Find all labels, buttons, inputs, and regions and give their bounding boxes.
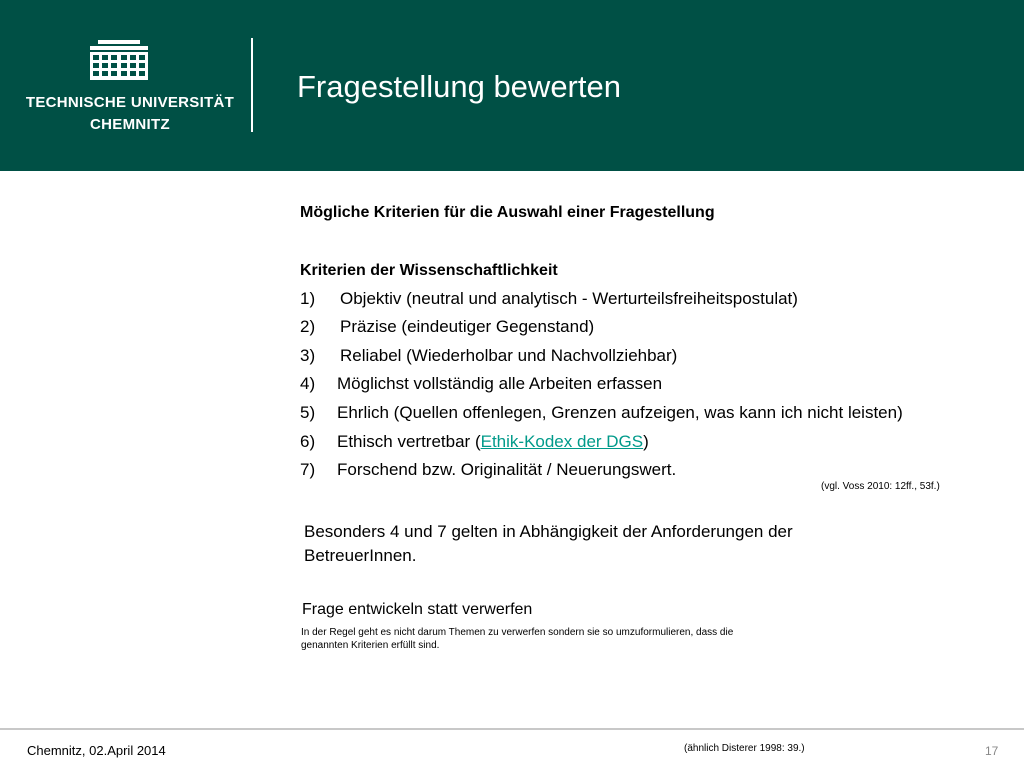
list-text bbox=[337, 431, 649, 453]
header-divider bbox=[251, 38, 253, 132]
university-logo[interactable] bbox=[22, 40, 235, 140]
list-text: Präzise (eindeutiger Gegenstand) bbox=[340, 317, 595, 336]
list-text: Reliabel (Wiederholbar und Nachvollziehbar) bbox=[340, 346, 678, 365]
list-text: Objektiv (neutral und analytisch - Werturteilsfreiheitspostulat) bbox=[340, 289, 798, 308]
list-item bbox=[300, 345, 678, 367]
develop-heading: Frage entwickeln statt verwerfen bbox=[302, 601, 533, 618]
list-number: 1) bbox=[300, 289, 316, 308]
logo-text bbox=[25, 92, 235, 136]
list-item bbox=[300, 402, 903, 424]
list-text: Forschend bzw. Originalität / Neuerungswert. bbox=[337, 460, 677, 479]
criteria-heading: Mögliche Kriterien für die Auswahl einer Fragestellung bbox=[300, 204, 715, 221]
list-text: Ehrlich (Quellen offenlegen, Grenzen aufzeigen, was kann ich nicht leisten) bbox=[337, 403, 903, 422]
page-number: 17 bbox=[985, 744, 999, 758]
ethik-kodex-link[interactable]: Ethik-Kodex der DGS bbox=[480, 432, 644, 451]
list-text: Möglichst vollständig alle Arbeiten erfassen bbox=[337, 374, 663, 393]
list-number: 2) bbox=[300, 317, 316, 336]
list-number: 5) bbox=[300, 403, 316, 422]
list-number: 4) bbox=[300, 374, 316, 393]
citation: (vgl. Voss 2010: 12ff., 53f.) bbox=[821, 481, 940, 492]
footer-date: Chemnitz, 02.April 2014 bbox=[27, 743, 166, 758]
list-item bbox=[300, 431, 649, 453]
list-item bbox=[300, 373, 663, 395]
list-item bbox=[300, 459, 677, 481]
list-item bbox=[300, 288, 798, 310]
building-icon bbox=[88, 40, 150, 82]
footer-divider bbox=[0, 728, 1024, 730]
logo-line-2: CHEMNITZ bbox=[90, 116, 170, 133]
note-line-2: BetreuerInnen. bbox=[304, 546, 417, 565]
note-line-1: Besonders 4 und 7 gelten in Abhängigkeit der Anforderungen der bbox=[304, 522, 793, 541]
develop-text-line-1: In der Regel geht es nicht darum Themen zu verwerfen sondern sie so umzuformulieren, dass die bbox=[301, 627, 734, 638]
criteria-subheading: Kriterien der Wissenschaftlichkeit bbox=[300, 262, 558, 279]
footer-reference: (ähnlich Disterer 1998: 39.) bbox=[684, 743, 805, 754]
header-bar bbox=[0, 0, 1024, 171]
slide-title: Fragestellung bewerten bbox=[297, 69, 621, 104]
develop-text-line-2: genannten Kriterien erfüllt sind. bbox=[301, 640, 440, 651]
list-text-after: ) bbox=[643, 432, 649, 451]
list-number: 7) bbox=[300, 460, 316, 479]
list-text-before: Ethisch vertretbar ( bbox=[337, 432, 481, 451]
list-number: 3) bbox=[300, 346, 316, 365]
list-number: 6) bbox=[300, 432, 316, 451]
logo-line-1: TECHNISCHE UNIVERSITÄT bbox=[25, 94, 235, 111]
list-item bbox=[300, 316, 595, 338]
